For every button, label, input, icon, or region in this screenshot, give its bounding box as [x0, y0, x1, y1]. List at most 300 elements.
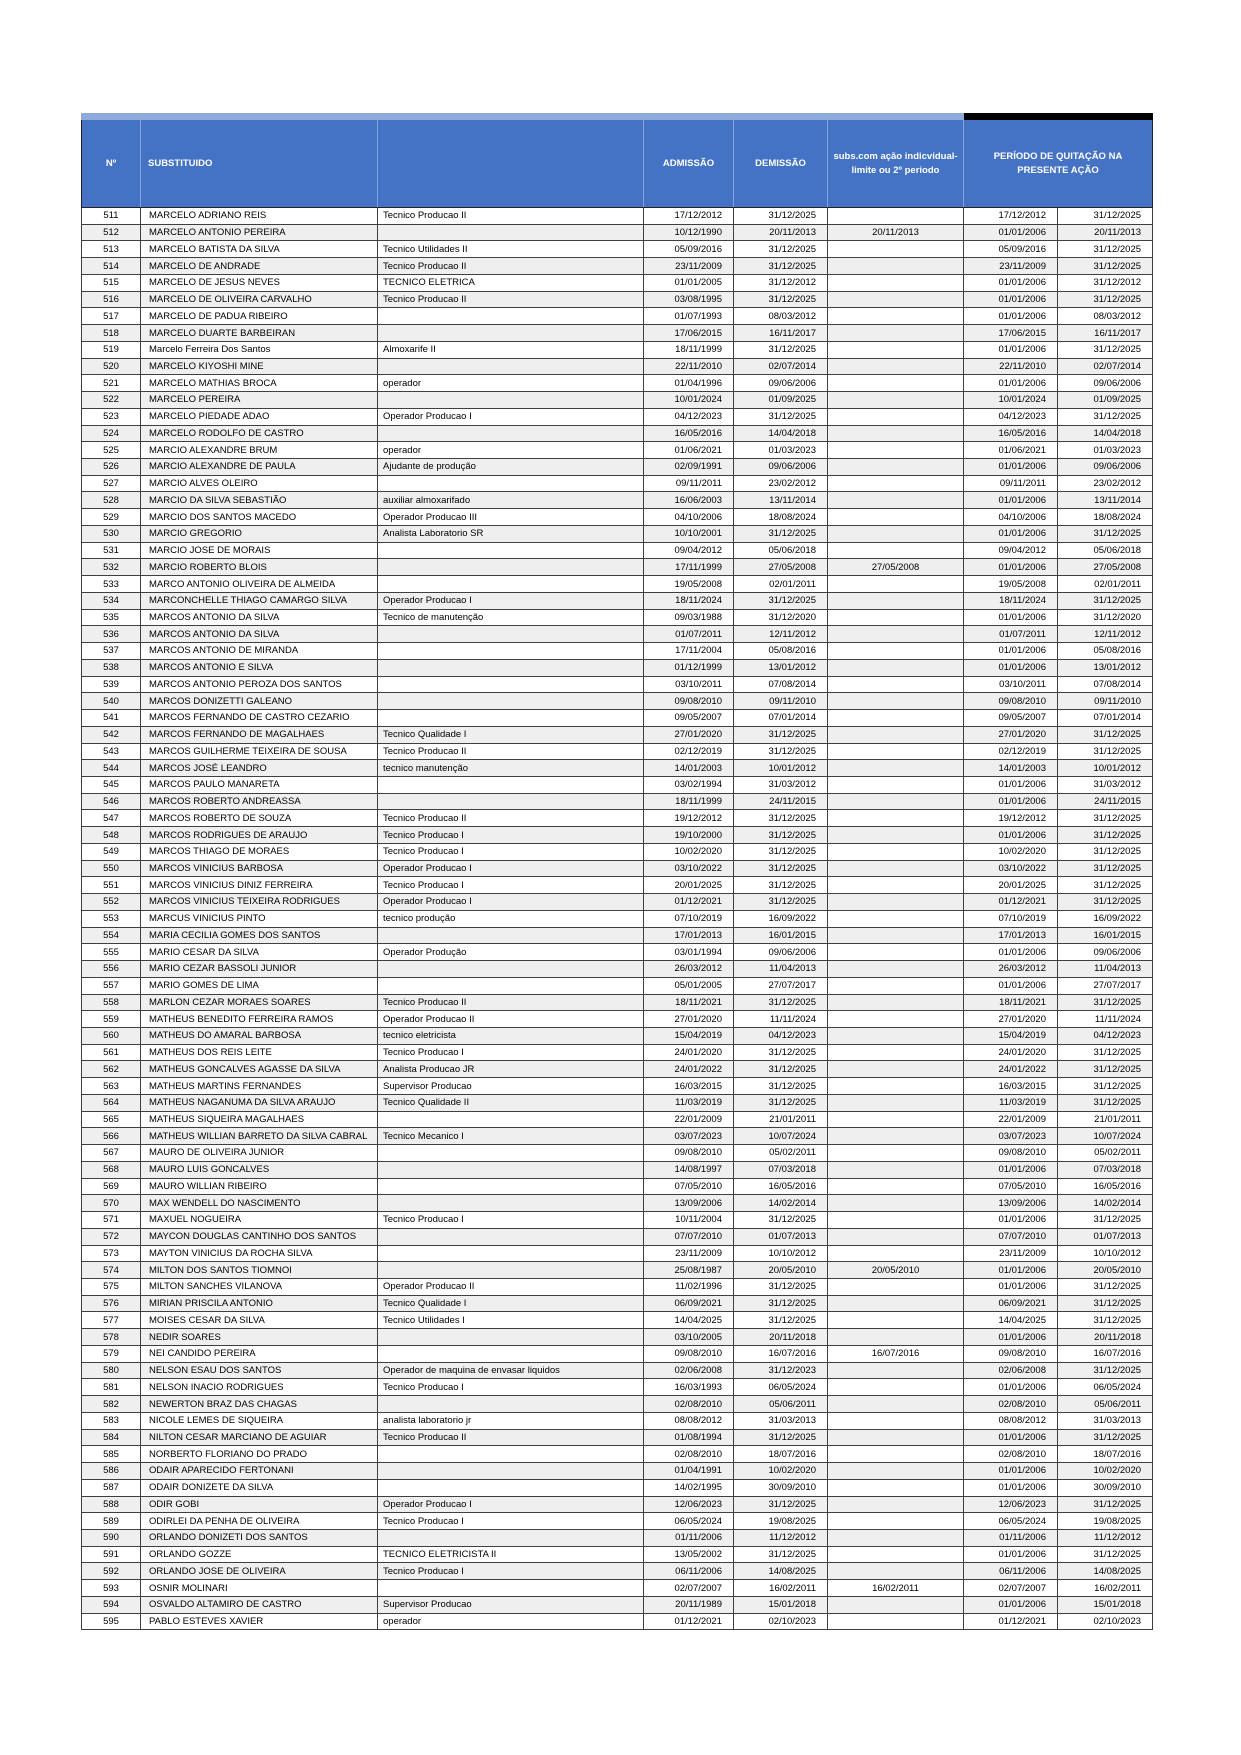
cargo-cell — [378, 1178, 644, 1195]
subs-acao-cell — [828, 1362, 964, 1379]
quitacao-inicio-cell: 01/01/2006 — [964, 1161, 1058, 1178]
quitacao-inicio-cell: 14/04/2025 — [964, 1312, 1058, 1329]
substituido-cell: MARCOS FERNANDO DE MAGALHAES — [141, 726, 378, 743]
table-row — [82, 1078, 1153, 1095]
quitacao-inicio-cell: 01/01/2006 — [964, 609, 1058, 626]
admissao-cell: 01/12/1999 — [644, 659, 734, 676]
quitacao-fim-cell: 31/12/2025 — [1058, 291, 1153, 308]
quitacao-fim-cell: 24/11/2015 — [1058, 793, 1153, 810]
admissao-cell: 09/05/2007 — [644, 710, 734, 727]
table-row — [82, 726, 1153, 743]
demissao-cell: 11/11/2024 — [734, 1011, 828, 1028]
quitacao-fim-cell: 16/11/2017 — [1058, 325, 1153, 342]
row-number-cell: 527 — [82, 475, 141, 492]
quitacao-inicio-cell: 01/12/2021 — [964, 894, 1058, 911]
subs-acao-cell — [828, 241, 964, 258]
row-number-cell: 544 — [82, 760, 141, 777]
row-number-cell: 518 — [82, 325, 141, 342]
row-number-cell: 574 — [82, 1262, 141, 1279]
cargo-cell: Operador Producao I — [378, 408, 644, 425]
demissao-cell: 31/12/2025 — [734, 1312, 828, 1329]
row-number-cell: 593 — [82, 1580, 141, 1597]
row-number-cell: 554 — [82, 927, 141, 944]
quitacao-inicio-cell: 01/01/2006 — [964, 274, 1058, 291]
substituido-cell: OSVALDO ALTAMIRO DE CASTRO — [141, 1596, 378, 1613]
substituido-cell: MARCELO BATISTA DA SILVA — [141, 241, 378, 258]
quitacao-fim-cell: 19/08/2025 — [1058, 1513, 1153, 1530]
cargo-cell: Tecnico Producao I — [378, 827, 644, 844]
substituido-cell: MATHEUS GONCALVES AGASSE DA SILVA — [141, 1061, 378, 1078]
table-row — [82, 375, 1153, 392]
cargo-cell — [378, 425, 644, 442]
row-number-cell: 519 — [82, 341, 141, 358]
col-header-demissao: DEMISSÃO — [734, 117, 828, 208]
table-row — [82, 1613, 1153, 1630]
cargo-cell — [378, 1145, 644, 1162]
demissao-cell: 05/02/2011 — [734, 1145, 828, 1162]
demissao-cell: 31/03/2012 — [734, 776, 828, 793]
table-row — [82, 241, 1153, 258]
substituido-cell: MARCIO DA SILVA SEBASTIÃO — [141, 492, 378, 509]
demissao-cell: 31/03/2013 — [734, 1412, 828, 1429]
subs-acao-cell — [828, 1228, 964, 1245]
row-number-cell: 557 — [82, 977, 141, 994]
cargo-cell — [378, 1580, 644, 1597]
substituido-cell: MARIO GOMES DE LIMA — [141, 977, 378, 994]
quitacao-fim-cell: 31/12/2025 — [1058, 994, 1153, 1011]
quitacao-inicio-cell: 09/11/2011 — [964, 475, 1058, 492]
cargo-cell: TECNICO ELETRICA — [378, 274, 644, 291]
cargo-cell: Tecnico Producao II — [378, 258, 644, 275]
quitacao-inicio-cell: 06/09/2021 — [964, 1295, 1058, 1312]
table-row — [82, 927, 1153, 944]
substituido-cell: NICOLE LEMES DE SIQUEIRA — [141, 1412, 378, 1429]
subs-acao-cell — [828, 274, 964, 291]
col-header-substituido: SUBSTITUIDO — [141, 117, 378, 208]
quitacao-inicio-cell: 27/01/2020 — [964, 726, 1058, 743]
table-row — [82, 592, 1153, 609]
demissao-cell: 07/03/2018 — [734, 1161, 828, 1178]
subs-acao-cell — [828, 626, 964, 643]
cargo-cell — [378, 776, 644, 793]
quitacao-fim-cell: 27/07/2017 — [1058, 977, 1153, 994]
quitacao-fim-cell: 31/12/2025 — [1058, 1295, 1153, 1312]
row-number-cell: 571 — [82, 1212, 141, 1229]
row-number-cell: 525 — [82, 442, 141, 459]
cargo-cell: Tecnico Producao II — [378, 208, 644, 225]
admissao-cell: 03/07/2023 — [644, 1128, 734, 1145]
quitacao-fim-cell: 31/12/2020 — [1058, 609, 1153, 626]
quitacao-fim-cell: 04/12/2023 — [1058, 1027, 1153, 1044]
cargo-cell: Tecnico Producao I — [378, 1513, 644, 1530]
quitacao-fim-cell: 27/05/2008 — [1058, 559, 1153, 576]
quitacao-fim-cell: 31/12/2025 — [1058, 810, 1153, 827]
cargo-cell — [378, 358, 644, 375]
substituido-cell: MAURO LUIS GONCALVES — [141, 1161, 378, 1178]
subs-acao-cell — [828, 810, 964, 827]
subs-acao-cell — [828, 1479, 964, 1496]
table-row — [82, 1479, 1153, 1496]
admissao-cell: 02/08/2010 — [644, 1396, 734, 1413]
substituido-cell: MARCOS PAULO MANARETA — [141, 776, 378, 793]
subs-acao-cell — [828, 1128, 964, 1145]
table-header — [82, 117, 1153, 208]
quitacao-fim-cell: 31/12/2025 — [1058, 341, 1153, 358]
row-number-cell: 556 — [82, 961, 141, 978]
admissao-cell: 14/02/1995 — [644, 1479, 734, 1496]
substituido-cell: ODIRLEI DA PENHA DE OLIVEIRA — [141, 1513, 378, 1530]
substituido-cell: ODAIR APARECIDO FERTONANI — [141, 1463, 378, 1480]
admissao-cell: 17/11/1999 — [644, 559, 734, 576]
cargo-cell: Operador Producao II — [378, 1279, 644, 1296]
table-row — [82, 258, 1153, 275]
row-number-cell: 576 — [82, 1295, 141, 1312]
cargo-cell: Operador Producao III — [378, 509, 644, 526]
admissao-cell: 24/01/2020 — [644, 1044, 734, 1061]
table-row — [82, 1446, 1153, 1463]
subs-acao-cell — [828, 910, 964, 927]
quitacao-fim-cell: 10/02/2020 — [1058, 1463, 1153, 1480]
admissao-cell: 11/03/2019 — [644, 1094, 734, 1111]
substituido-cell: MAXUEL NOGUEIRA — [141, 1212, 378, 1229]
table-row — [82, 1345, 1153, 1362]
cargo-cell — [378, 1195, 644, 1212]
quitacao-inicio-cell: 03/10/2022 — [964, 860, 1058, 877]
quitacao-inicio-cell: 02/08/2010 — [964, 1446, 1058, 1463]
row-number-cell: 538 — [82, 659, 141, 676]
admissao-cell: 17/12/2012 — [644, 208, 734, 225]
cargo-cell — [378, 693, 644, 710]
admissao-cell: 14/01/2003 — [644, 760, 734, 777]
row-number-cell: 514 — [82, 258, 141, 275]
cargo-cell: Operador de maquina de envasar liquidos — [378, 1362, 644, 1379]
quitacao-fim-cell: 20/11/2013 — [1058, 224, 1153, 241]
demissao-cell: 31/12/2025 — [734, 1078, 828, 1095]
quitacao-fim-cell: 12/11/2012 — [1058, 626, 1153, 643]
demissao-cell: 16/05/2016 — [734, 1178, 828, 1195]
row-number-cell: 513 — [82, 241, 141, 258]
table-row — [82, 1412, 1153, 1429]
row-number-cell: 532 — [82, 559, 141, 576]
subs-acao-cell — [828, 843, 964, 860]
demissao-cell: 13/01/2012 — [734, 659, 828, 676]
quitacao-inicio-cell: 01/01/2006 — [964, 1329, 1058, 1346]
quitacao-fim-cell: 18/07/2016 — [1058, 1446, 1153, 1463]
quitacao-fim-cell: 10/07/2024 — [1058, 1128, 1153, 1145]
table-row — [82, 1195, 1153, 1212]
subs-acao-cell — [828, 592, 964, 609]
quitacao-fim-cell: 05/08/2016 — [1058, 643, 1153, 660]
demissao-cell: 19/08/2025 — [734, 1513, 828, 1530]
admissao-cell: 18/11/2021 — [644, 994, 734, 1011]
substituido-cell: NELSON INACIO RODRIGUES — [141, 1379, 378, 1396]
demissao-cell: 16/01/2015 — [734, 927, 828, 944]
demissao-cell: 09/06/2006 — [734, 375, 828, 392]
admissao-cell: 16/05/2016 — [644, 425, 734, 442]
admissao-cell: 25/08/1987 — [644, 1262, 734, 1279]
subs-acao-cell — [828, 1044, 964, 1061]
admissao-cell: 19/10/2000 — [644, 827, 734, 844]
table-row — [82, 341, 1153, 358]
substituido-cell: MARLON CEZAR MORAES SOARES — [141, 994, 378, 1011]
quitacao-inicio-cell: 16/05/2016 — [964, 425, 1058, 442]
admissao-cell: 10/10/2001 — [644, 525, 734, 542]
demissao-cell: 05/08/2016 — [734, 643, 828, 660]
demissao-cell: 10/01/2012 — [734, 760, 828, 777]
demissao-cell: 02/01/2011 — [734, 576, 828, 593]
cargo-cell: Tecnico Utilidades II — [378, 241, 644, 258]
admissao-cell: 20/01/2025 — [644, 877, 734, 894]
table-row — [82, 1329, 1153, 1346]
table-row — [82, 1044, 1153, 1061]
table-row — [82, 459, 1153, 476]
quitacao-fim-cell: 02/01/2011 — [1058, 576, 1153, 593]
row-number-cell: 566 — [82, 1128, 141, 1145]
cargo-cell: Tecnico Producao II — [378, 994, 644, 1011]
cargo-cell — [378, 676, 644, 693]
subs-acao-cell — [828, 1312, 964, 1329]
cargo-cell: tecnico manutenção — [378, 760, 644, 777]
subs-acao-cell — [828, 1145, 964, 1162]
admissao-cell: 17/01/2013 — [644, 927, 734, 944]
cargo-cell — [378, 1245, 644, 1262]
row-number-cell: 522 — [82, 392, 141, 409]
quitacao-fim-cell: 07/08/2014 — [1058, 676, 1153, 693]
admissao-cell: 10/11/2004 — [644, 1212, 734, 1229]
row-number-cell: 537 — [82, 643, 141, 660]
demissao-cell: 24/11/2015 — [734, 793, 828, 810]
substituido-cell: MARCOS VINICIUS TEIXEIRA RODRIGUES — [141, 894, 378, 911]
demissao-cell: 31/12/2020 — [734, 609, 828, 626]
demissao-cell: 16/09/2022 — [734, 910, 828, 927]
substituido-cell: MARCOS RODRIGUES DE ARAUJO — [141, 827, 378, 844]
substituido-cell: MARCIO GREGORIO — [141, 525, 378, 542]
quitacao-inicio-cell: 01/01/2006 — [964, 1546, 1058, 1563]
table-row — [82, 860, 1153, 877]
substituido-cell: MATHEUS NAGANUMA DA SILVA ARAUJO — [141, 1094, 378, 1111]
col-header-admissao: ADMISSÃO — [644, 117, 734, 208]
quitacao-inicio-cell: 01/01/2006 — [964, 1212, 1058, 1229]
row-number-cell: 565 — [82, 1111, 141, 1128]
subs-acao-cell — [828, 1496, 964, 1513]
table-row — [82, 1362, 1153, 1379]
row-number-cell: 543 — [82, 743, 141, 760]
quitacao-inicio-cell: 20/01/2025 — [964, 877, 1058, 894]
quitacao-inicio-cell: 18/11/2021 — [964, 994, 1058, 1011]
row-number-cell: 592 — [82, 1563, 141, 1580]
admissao-cell: 10/12/1990 — [644, 224, 734, 241]
admissao-cell: 15/04/2019 — [644, 1027, 734, 1044]
quitacao-fim-cell: 31/12/2025 — [1058, 1312, 1153, 1329]
admissao-cell: 16/03/1993 — [644, 1379, 734, 1396]
quitacao-inicio-cell: 26/03/2012 — [964, 961, 1058, 978]
demissao-cell: 10/07/2024 — [734, 1128, 828, 1145]
subs-acao-cell — [828, 1011, 964, 1028]
cargo-cell — [378, 1479, 644, 1496]
demissao-cell: 07/01/2014 — [734, 710, 828, 727]
admissao-cell: 10/01/2024 — [644, 392, 734, 409]
quitacao-fim-cell: 07/03/2018 — [1058, 1161, 1153, 1178]
subs-acao-cell — [828, 576, 964, 593]
demissao-cell: 31/12/2025 — [734, 1044, 828, 1061]
quitacao-fim-cell: 10/01/2012 — [1058, 760, 1153, 777]
quitacao-inicio-cell: 23/11/2009 — [964, 258, 1058, 275]
cargo-cell: tecnico produção — [378, 910, 644, 927]
row-number-cell: 528 — [82, 492, 141, 509]
subs-acao-cell — [828, 542, 964, 559]
cargo-cell — [378, 643, 644, 660]
row-number-cell: 526 — [82, 459, 141, 476]
row-number-cell: 572 — [82, 1228, 141, 1245]
subs-acao-cell — [828, 1613, 964, 1630]
admissao-cell: 03/10/2005 — [644, 1329, 734, 1346]
table-row — [82, 1245, 1153, 1262]
table-row — [82, 1513, 1153, 1530]
row-number-cell: 539 — [82, 676, 141, 693]
row-number-cell: 589 — [82, 1513, 141, 1530]
demissao-cell: 31/12/2025 — [734, 827, 828, 844]
quitacao-inicio-cell: 17/06/2015 — [964, 325, 1058, 342]
table-row — [82, 358, 1153, 375]
cargo-cell: Operador Producao II — [378, 1011, 644, 1028]
substituido-cell: MATHEUS DO AMARAL BARBOSA — [141, 1027, 378, 1044]
row-number-cell: 540 — [82, 693, 141, 710]
cargo-cell — [378, 1329, 644, 1346]
quitacao-inicio-cell: 01/12/2021 — [964, 1613, 1058, 1630]
quitacao-fim-cell: 05/06/2011 — [1058, 1396, 1153, 1413]
row-number-cell: 531 — [82, 542, 141, 559]
quitacao-fim-cell: 31/12/2025 — [1058, 1496, 1153, 1513]
row-number-cell: 512 — [82, 224, 141, 241]
cargo-cell: Tecnico Producao I — [378, 1563, 644, 1580]
quitacao-inicio-cell: 04/10/2006 — [964, 509, 1058, 526]
quitacao-inicio-cell: 01/07/2011 — [964, 626, 1058, 643]
cargo-cell: Analista Producao JR — [378, 1061, 644, 1078]
subs-acao-cell — [828, 659, 964, 676]
cargo-cell: Ajudante de produção — [378, 459, 644, 476]
row-number-cell: 534 — [82, 592, 141, 609]
admissao-cell: 18/11/2024 — [644, 592, 734, 609]
table-row — [82, 827, 1153, 844]
admissao-cell: 10/02/2020 — [644, 843, 734, 860]
quitacao-inicio-cell: 01/01/2006 — [964, 308, 1058, 325]
demissao-cell: 31/12/2025 — [734, 208, 828, 225]
subs-acao-cell — [828, 492, 964, 509]
subs-acao-cell — [828, 308, 964, 325]
col-header-cargo — [378, 117, 644, 208]
quitacao-inicio-cell: 13/09/2006 — [964, 1195, 1058, 1212]
admissao-cell: 22/11/2010 — [644, 358, 734, 375]
cargo-cell — [378, 1396, 644, 1413]
demissao-cell: 31/12/2025 — [734, 843, 828, 860]
row-number-cell: 569 — [82, 1178, 141, 1195]
quitacao-fim-cell: 31/12/2025 — [1058, 1212, 1153, 1229]
table-row — [82, 659, 1153, 676]
subs-acao-cell — [828, 1061, 964, 1078]
demissao-cell: 31/12/2025 — [734, 1496, 828, 1513]
table-row — [82, 710, 1153, 727]
quitacao-inicio-cell: 19/12/2012 — [964, 810, 1058, 827]
quitacao-inicio-cell: 01/01/2006 — [964, 793, 1058, 810]
quitacao-inicio-cell: 09/05/2007 — [964, 710, 1058, 727]
quitacao-fim-cell: 07/01/2014 — [1058, 710, 1153, 727]
admissao-cell: 07/07/2010 — [644, 1228, 734, 1245]
demissao-cell: 31/12/2025 — [734, 743, 828, 760]
admissao-cell: 09/04/2012 — [644, 542, 734, 559]
substituido-cell: ORLANDO DONIZETI DOS SANTOS — [141, 1530, 378, 1547]
substituido-cell: MARCOS ANTONIO PEROZA DOS SANTOS — [141, 676, 378, 693]
row-number-cell: 577 — [82, 1312, 141, 1329]
row-number-cell: 552 — [82, 894, 141, 911]
quitacao-inicio-cell: 01/01/2006 — [964, 224, 1058, 241]
substituido-cell: OSNIR MOLINARI — [141, 1580, 378, 1597]
quitacao-inicio-cell: 01/01/2006 — [964, 659, 1058, 676]
subs-acao-cell — [828, 961, 964, 978]
cargo-cell: operador — [378, 375, 644, 392]
row-number-cell: 553 — [82, 910, 141, 927]
quitacao-fim-cell: 08/03/2012 — [1058, 308, 1153, 325]
cargo-cell: operador — [378, 1613, 644, 1630]
table-row — [82, 509, 1153, 526]
quitacao-fim-cell: 16/02/2011 — [1058, 1580, 1153, 1597]
table-row — [82, 1011, 1153, 1028]
cargo-cell — [378, 1446, 644, 1463]
quitacao-inicio-cell: 01/01/2006 — [964, 977, 1058, 994]
quitacao-inicio-cell: 14/01/2003 — [964, 760, 1058, 777]
table-row — [82, 961, 1153, 978]
row-number-cell: 594 — [82, 1596, 141, 1613]
row-number-cell: 575 — [82, 1279, 141, 1296]
subs-acao-cell — [828, 1429, 964, 1446]
substituido-cell: Marcelo Ferreira Dos Santos — [141, 341, 378, 358]
subs-acao-cell — [828, 1463, 964, 1480]
cargo-cell: Tecnico Producao II — [378, 291, 644, 308]
cargo-cell: Tecnico Qualidade II — [378, 1094, 644, 1111]
row-number-cell: 570 — [82, 1195, 141, 1212]
subs-acao-cell — [828, 258, 964, 275]
substituido-cell: MARCOS ROBERTO DE SOUZA — [141, 810, 378, 827]
subs-acao-cell — [828, 325, 964, 342]
subs-acao-cell: 16/07/2016 — [828, 1345, 964, 1362]
demissao-cell: 16/11/2017 — [734, 325, 828, 342]
subs-acao-cell — [828, 408, 964, 425]
demissao-cell: 01/07/2013 — [734, 1228, 828, 1245]
subs-acao-cell — [828, 341, 964, 358]
quitacao-inicio-cell: 19/05/2008 — [964, 576, 1058, 593]
substituido-cell: MARCOS ROBERTO ANDREASSA — [141, 793, 378, 810]
subs-acao-cell — [828, 1596, 964, 1613]
quitacao-inicio-cell: 23/11/2009 — [964, 1245, 1058, 1262]
cargo-cell: Operador Producao I — [378, 592, 644, 609]
row-number-cell: 558 — [82, 994, 141, 1011]
quitacao-fim-cell: 31/12/2012 — [1058, 274, 1153, 291]
substituido-cell: NELSON ESAU DOS SANTOS — [141, 1362, 378, 1379]
table-row — [82, 1262, 1153, 1279]
row-number-cell: 516 — [82, 291, 141, 308]
table-row — [82, 877, 1153, 894]
quitacao-fim-cell: 31/03/2013 — [1058, 1412, 1153, 1429]
demissao-cell: 31/12/2025 — [734, 1429, 828, 1446]
subs-acao-cell — [828, 944, 964, 961]
admissao-cell: 27/01/2020 — [644, 1011, 734, 1028]
quitacao-inicio-cell: 18/11/2024 — [964, 592, 1058, 609]
substituido-cell: MARCELO DE PADUA RIBEIRO — [141, 308, 378, 325]
cargo-cell — [378, 392, 644, 409]
substituido-cell: ODIR GOBI — [141, 1496, 378, 1513]
demissao-cell: 31/12/2025 — [734, 1546, 828, 1563]
quitacao-inicio-cell: 01/01/2006 — [964, 1429, 1058, 1446]
cargo-cell: Tecnico de manutenção — [378, 609, 644, 626]
